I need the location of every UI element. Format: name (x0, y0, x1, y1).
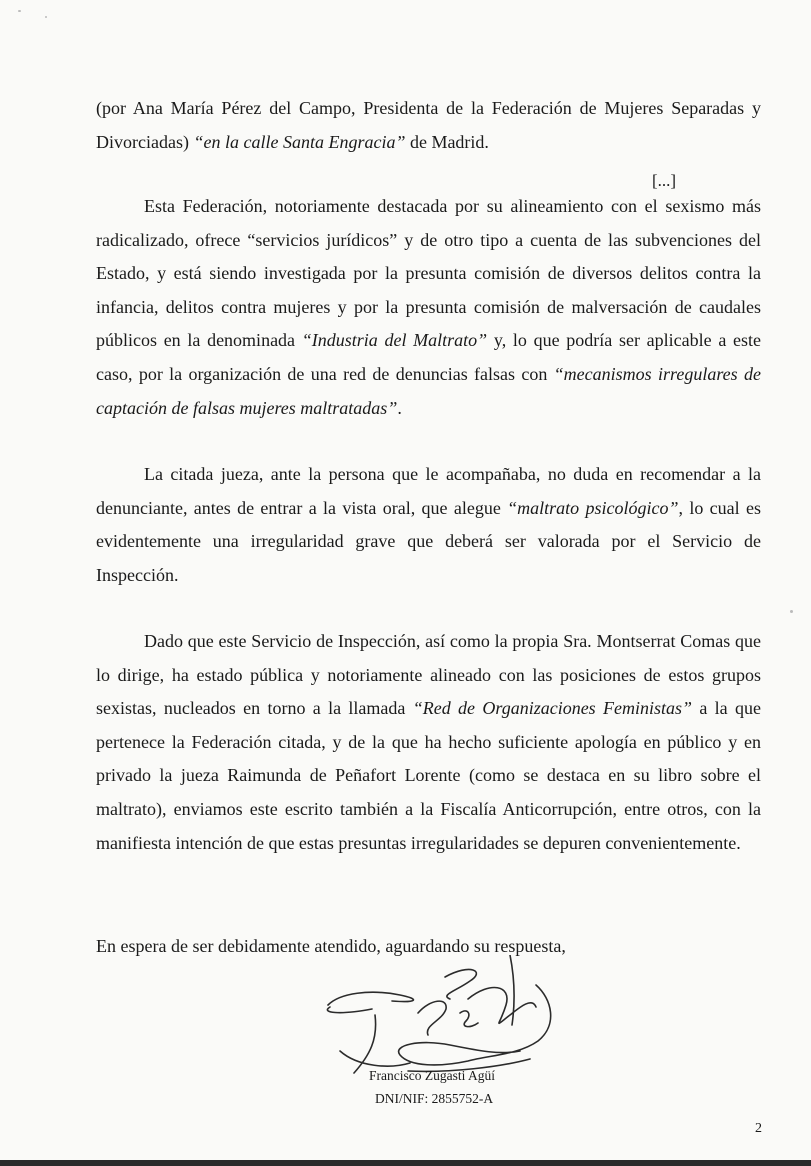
inspeccion-tail: a la que pertenece la Federación citada, y de la que ha hecho suficiente apología en público y en privado la jueza Raimunda de Peñafort Lorente (como se destaca en su libro sobre el maltrato), enviamos este escrito también a la Fiscalía Anticorrupción, entre otros, con la manifiesta intención de que estas presuntas irregularidades se depuren convenientemente. (96, 698, 761, 853)
scan-speck (790, 610, 793, 613)
paragraph-inspeccion (96, 625, 761, 860)
paragraph-federation (96, 190, 761, 425)
inspeccion-text: Dado que este Servicio de Inspección, así como la propia Sra. Montserrat Comas que lo dirige, ha estado pública y notoriamente alineado con las posiciones de estos grupos sexistas, nucleados en torno a la llamada (96, 631, 761, 719)
signer-id: DNI/NIF: 2855752-A (375, 1091, 494, 1106)
intro-text: (por Ana María Pérez del Campo, Presidenta de la Federación de Mujeres Separadas y Divorciadas) (96, 98, 761, 152)
maltrato-quote: “maltrato psicológico” (507, 497, 679, 518)
omission-marker: [...] (652, 171, 677, 190)
scan-speck (45, 16, 47, 18)
mecanismos-quote: “mecanismos irregulares de captación de falsas mujeres maltratadas” (96, 363, 761, 418)
scan-bottom-edge (0, 1160, 811, 1166)
intro-tail: de Madrid. (405, 131, 489, 152)
federation-text: Esta Federación, notoriamente destacada por su alineamiento con el sexismo más radicalizado, ofrece “servicios jurídicos” y de otro tipo a cuenta de las subvenciones del Estado, y está siendo investigada por la presunta comisión de diversos delitos contra la infancia, delitos contra mujeres y por la presunta comisión de malversación de caudales públicos en la denominada (96, 196, 761, 351)
paragraph-jueza (96, 458, 761, 592)
intro-quote: “en la calle Santa Engracia” (193, 131, 406, 152)
page-number: 2 (755, 1121, 762, 1136)
federation-tail: . (397, 397, 402, 418)
red-quote: “Red de Organizaciones Feministas” (412, 698, 693, 719)
scan-speck (18, 10, 21, 12)
federation-text-2: y, lo que podría ser aplicable a este caso, por la organización de una red de denuncias falsas con (96, 330, 761, 384)
signer-name: Francisco Zugasti Agüí (369, 1068, 495, 1083)
jueza-tail: , lo cual es evidentemente una irregularidad grave que deberá ser valorada por el Servicio de Inspección. (96, 497, 761, 585)
closing-line: En espera de ser debidamente atendido, aguardando su respuesta, (96, 936, 566, 956)
industria-quote: “Industria del Maltrato” (301, 330, 488, 351)
jueza-text: La citada jueza, ante la persona que le acompañaba, no duda en recomendar a la denunciante, antes de entrar a la vista oral, que alegue (96, 464, 761, 518)
paragraph-intro (96, 92, 761, 159)
